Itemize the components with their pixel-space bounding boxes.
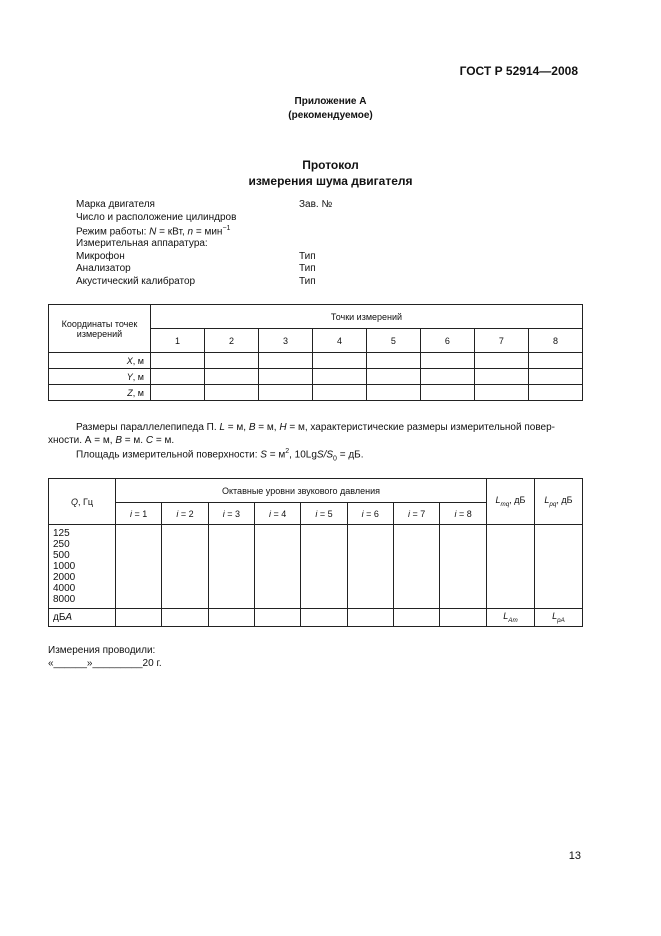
- band-index: i = 8: [440, 503, 487, 525]
- microphone-label: Микрофон: [76, 251, 125, 262]
- protocol-title: Протокол: [302, 158, 359, 172]
- speed-var: n: [187, 226, 194, 238]
- point-number: 2: [204, 329, 258, 353]
- protocol-subtitle: измерения шума двигателя: [248, 174, 413, 188]
- point-number: 1: [151, 329, 205, 353]
- coord-header: Координаты точек измерений: [49, 305, 151, 353]
- microphone-type-label: Тип: [299, 251, 316, 262]
- appendix-subtitle: (рекомендуемое): [288, 110, 373, 121]
- mode-label: [76, 225, 230, 237]
- lpa-cell: $L_{pA}$: [535, 609, 583, 627]
- appendix-title: Приложение А: [294, 96, 367, 107]
- date-line: «______»_________20 г.: [48, 658, 162, 669]
- band-index: i = 3: [208, 503, 254, 525]
- octave-header: Октавные уровни звукового давления: [116, 479, 487, 503]
- band-index: i = 4: [254, 503, 300, 525]
- frequency-header: Q, Гц: [49, 479, 116, 525]
- band-index: i = 5: [301, 503, 347, 525]
- power-var: N: [149, 226, 157, 238]
- dba-label: дБA: [49, 609, 116, 627]
- measured-by-label: Измерения проводили:: [48, 645, 156, 656]
- point-number: 3: [258, 329, 312, 353]
- table-row: [49, 385, 583, 401]
- table-row: [49, 525, 583, 609]
- analyzer-type-label: Тип: [299, 263, 316, 274]
- mode-prefix: Режим работы:: [76, 226, 150, 238]
- page-number: 13: [568, 850, 581, 862]
- coordinates-table: [48, 304, 583, 401]
- band-index: i = 6: [347, 503, 393, 525]
- calibrator-label: Акустический калибратор: [76, 276, 196, 287]
- coord-label: X, м: [49, 353, 151, 369]
- band-index: i = 2: [162, 503, 208, 525]
- standard-number: ГОСТ Р 52914—2008: [459, 64, 578, 78]
- coord-label: Z, м: [49, 385, 151, 401]
- points-header: Точки измерений: [151, 305, 583, 329]
- calibrator-type-label: Тип: [299, 276, 316, 287]
- point-number: 6: [420, 329, 474, 353]
- lam-cell: $L_{Am}$: [487, 609, 535, 627]
- table-row: [49, 369, 583, 385]
- apparatus-label: Измерительная аппаратура:: [76, 238, 208, 249]
- table-row: [49, 609, 583, 627]
- mode-end: = мин: [193, 226, 223, 238]
- point-number: 7: [474, 329, 528, 353]
- point-number: 8: [528, 329, 582, 353]
- engine-brand-label: Марка двигателя: [76, 199, 155, 210]
- octave-levels-table: [48, 478, 583, 627]
- lpq-header: $L_{pq}$, дБ: [535, 479, 583, 525]
- coord-label: Y, м: [49, 369, 151, 385]
- surface-area-line: Площадь измерительной поверхности: $S = м^2$, $10LgS/S_0$ = дБ.: [76, 448, 364, 463]
- mode-mid: = кВт,: [156, 226, 188, 238]
- table-row: [49, 353, 583, 369]
- dimensions-line-2: хности. А = м, B = м. C = м.: [48, 435, 175, 446]
- lmq-header: $L_{mq}$, дБ: [487, 479, 535, 525]
- point-number: 4: [312, 329, 366, 353]
- band-index: i = 7: [393, 503, 439, 525]
- appendix-heading: [0, 95, 661, 123]
- band-index: i = 1: [116, 503, 162, 525]
- dimensions-line-1: Размеры параллелепипеда П. L = м, B = м, H = м, характеристические размеры измерительной повер-: [76, 422, 555, 433]
- protocol-heading: [0, 157, 661, 189]
- point-number: 5: [366, 329, 420, 353]
- cylinders-label: Число и расположение цилиндров: [76, 212, 237, 223]
- serial-label: Зав. №: [299, 199, 333, 210]
- frequency-list: 125 250 500 1000 2000 4000 8000: [49, 525, 116, 609]
- analyzer-label: Анализатор: [76, 263, 131, 274]
- mode-exponent: −1: [222, 225, 231, 232]
